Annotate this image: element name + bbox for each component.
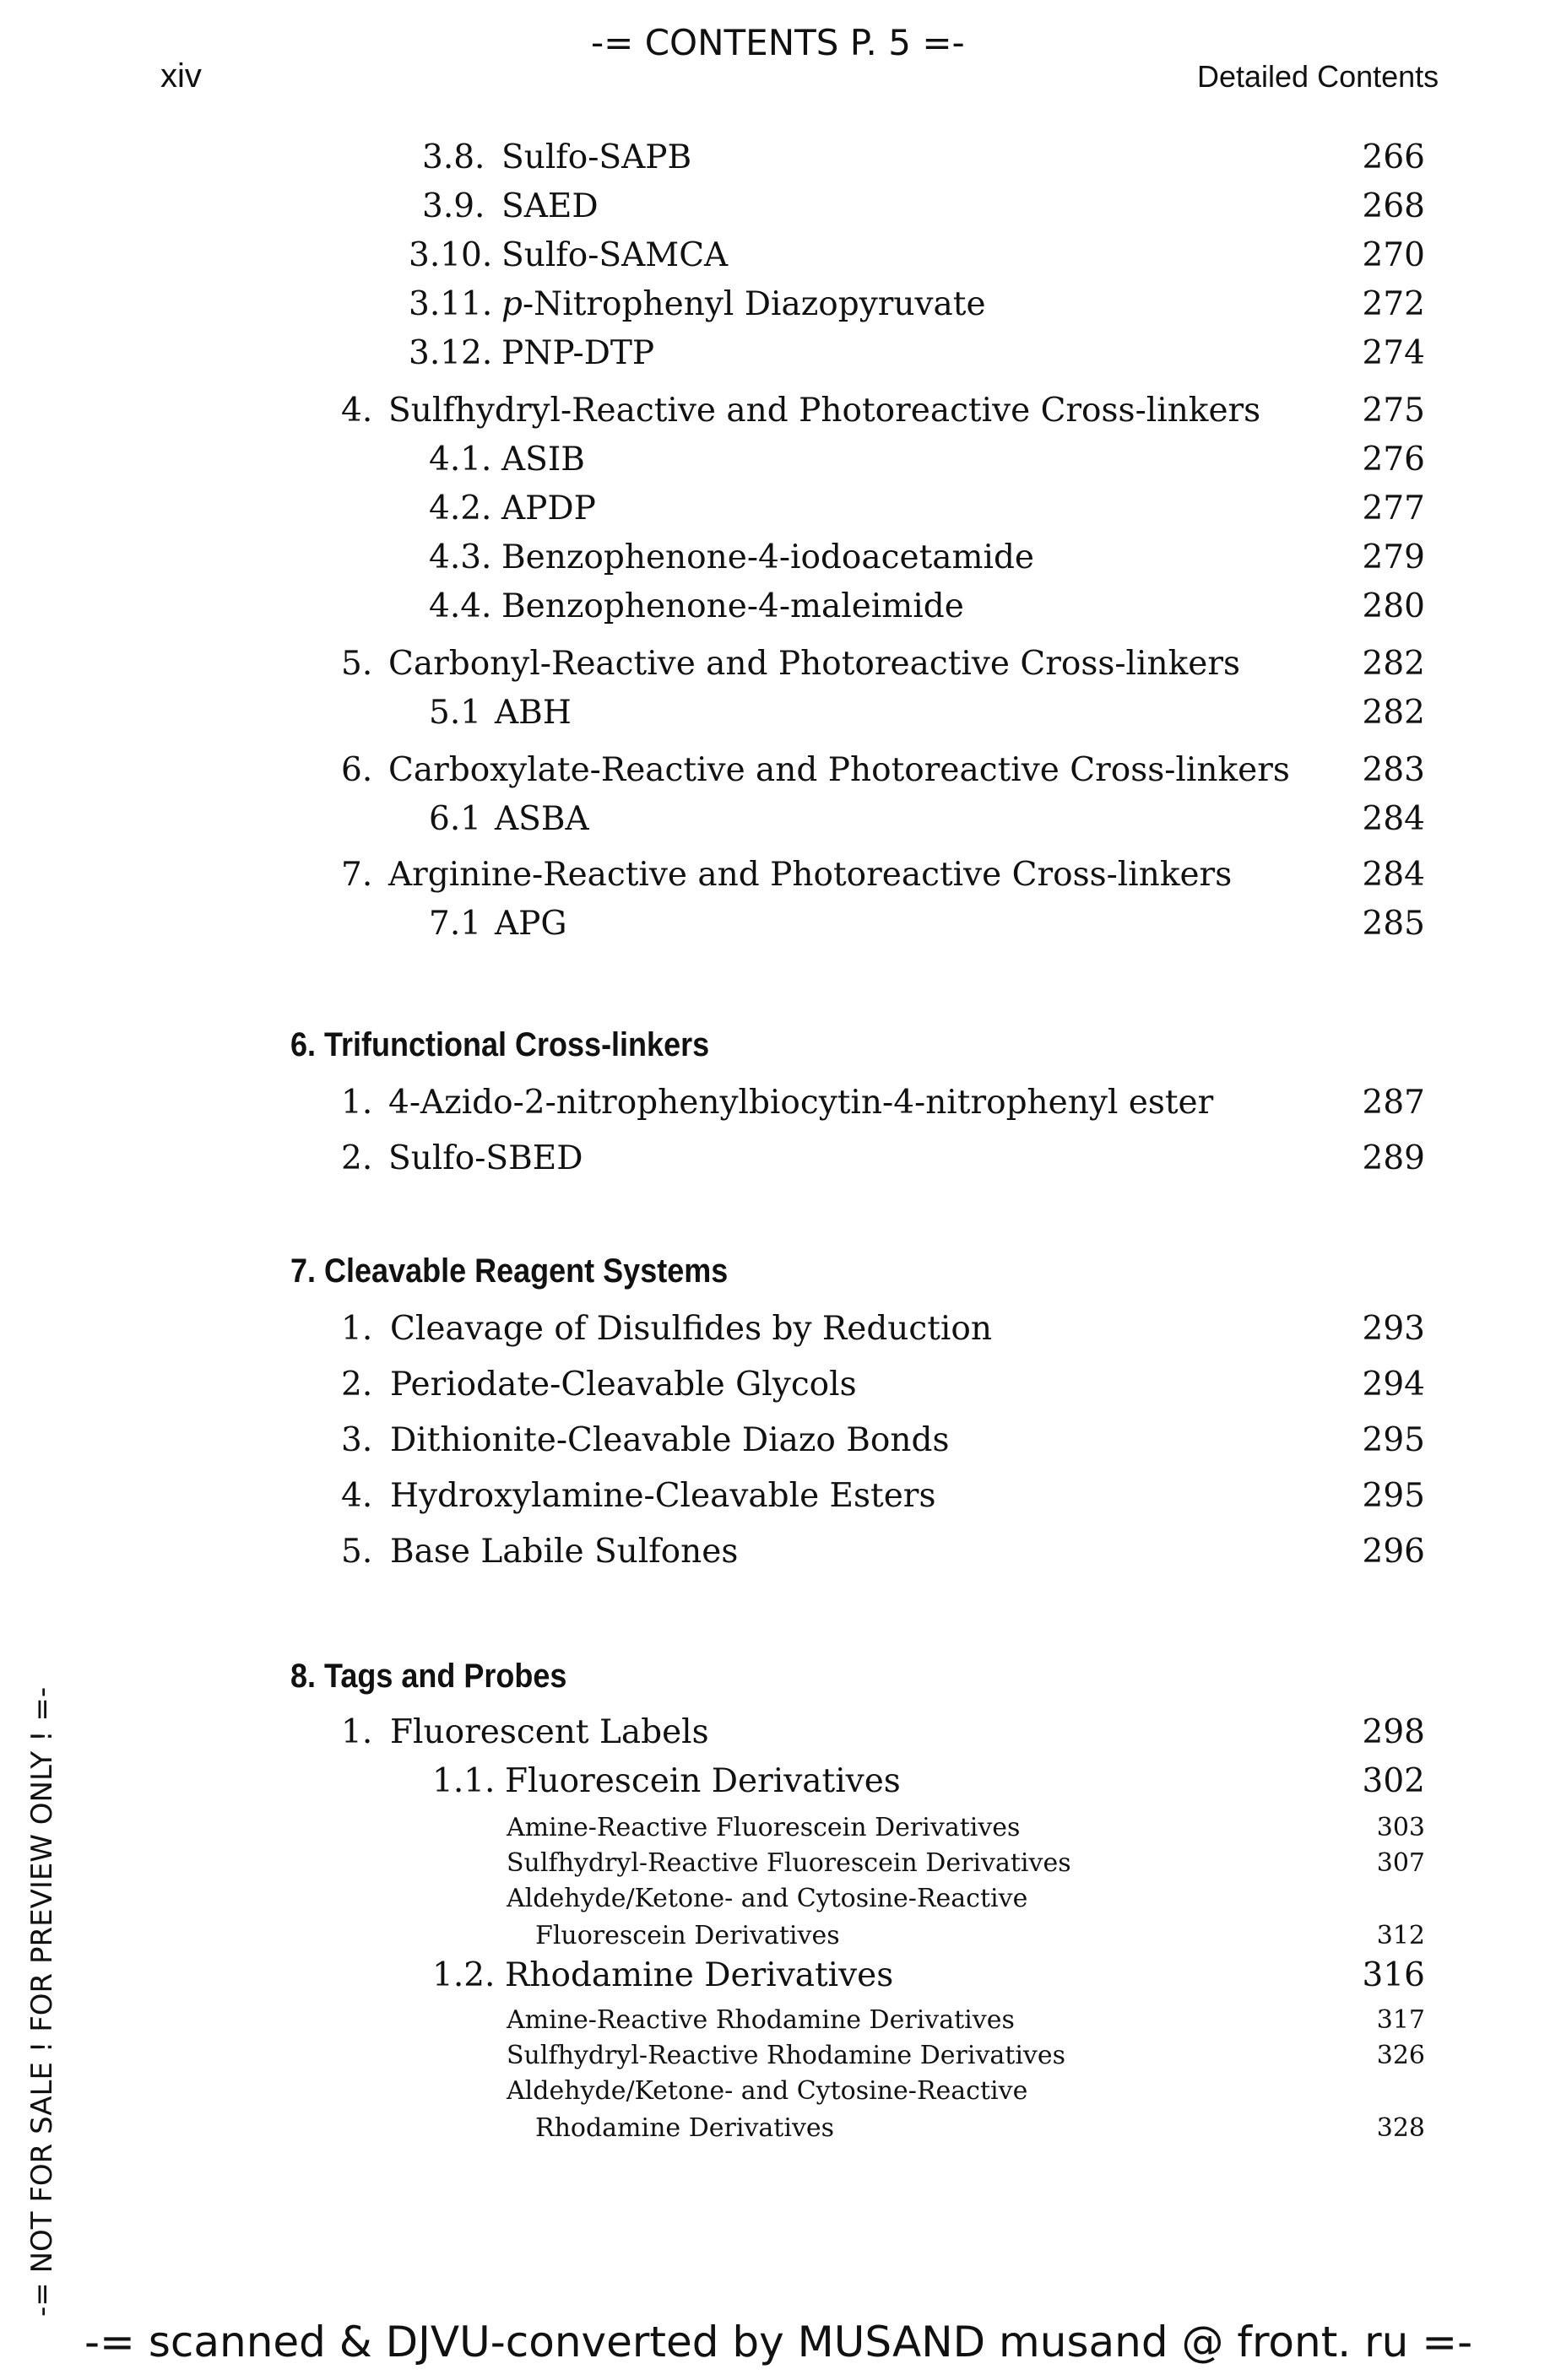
toc-entry-title: Benzophenone-4-iodoacetamide (501, 538, 1035, 576)
toc-entry-page: 285 (1362, 905, 1425, 943)
toc-entry-page: 293 (1362, 1310, 1425, 1348)
toc-section-num: 4. (341, 1477, 373, 1515)
toc-entry-page: 294 (1362, 1366, 1425, 1404)
toc-section-title: Dithionite-Cleavable Diazo Bonds (390, 1421, 950, 1459)
side-watermark: -= NOT FOR SALE ! FOR PREVIEW ONLY ! =- (25, 1686, 59, 2317)
toc-entry-num: 4.3. (429, 538, 492, 576)
chapter-heading: 7. Cleavable Reagent Systems (290, 1252, 729, 1290)
toc-section-num: 1. (341, 1310, 373, 1348)
toc-section-num: 1. (341, 1713, 373, 1751)
toc-entry-num: 3.9. (422, 187, 485, 225)
toc-entry-page: 295 (1362, 1421, 1425, 1459)
toc-section-title: Base Labile Sulfones (390, 1533, 739, 1571)
toc-entry-page: 283 (1362, 751, 1425, 789)
toc-entry-page: 276 (1362, 441, 1425, 479)
toc-entry-page: 282 (1362, 645, 1425, 683)
toc-section-title: Cleavage of Disulfides by Reduction (390, 1310, 993, 1348)
toc-section-num: 4. (341, 392, 373, 430)
toc-entry-page: 275 (1362, 392, 1425, 430)
toc-entry-num: 4.2. (429, 490, 492, 527)
toc-entry-page: 307 (1376, 1848, 1425, 1878)
chapter-heading: 8. Tags and Probes (290, 1658, 567, 1695)
toc-section-title: Sulfhydryl-Reactive and Photoreactive Cross-linkers (388, 392, 1261, 430)
toc-section-title: Fluorescent Labels (390, 1713, 709, 1751)
toc-entry-page: 302 (1362, 1762, 1425, 1800)
toc-entry-title: PNP-DTP (501, 334, 655, 372)
italic-prefix: p (501, 285, 523, 323)
toc-entry-num: 3.10. (409, 236, 493, 274)
toc-section-num: 5. (341, 645, 373, 683)
toc-entry-page: 279 (1362, 538, 1425, 576)
toc-entry-page: 317 (1376, 2005, 1425, 2035)
toc-section-title: Arginine-Reactive and Photoreactive Cross-linkers (388, 856, 1233, 894)
toc-entry-page: 274 (1362, 334, 1425, 372)
toc-section-title: Carbonyl-Reactive and Photoreactive Cross-linkers (388, 645, 1240, 683)
toc-entry-page: 266 (1362, 138, 1425, 176)
page-number: xiv (160, 57, 202, 95)
toc-entry-page: 270 (1362, 236, 1425, 274)
toc-entry-page: 287 (1362, 1084, 1425, 1122)
toc-entry-num: 3.12. (409, 334, 493, 372)
toc-subentry-title: Amine-Reactive Rhodamine Derivatives (507, 2005, 1015, 2035)
toc-entry-title: ASBA (495, 800, 589, 838)
toc-subentry-title: Aldehyde/Ketone- and Cytosine-Reactive (507, 1884, 1028, 1913)
toc-entry-num: 5.1 (429, 694, 482, 732)
toc-section-num: 5. (341, 1533, 373, 1571)
toc-entry-title: ABH (495, 694, 572, 732)
toc-entry-title: APDP (501, 490, 596, 527)
toc-subentry-title: Amine-Reactive Fluorescein Derivatives (507, 1813, 1021, 1842)
toc-section-title: Carboxylate-Reactive and Photoreactive Cross-linkers (388, 751, 1290, 789)
toc-entry-title: SAED (501, 187, 599, 225)
toc-entry-title: Benzophenone-4-maleimide (501, 587, 964, 625)
bottom-banner: -= scanned & DJVU-converted by MUSAND musand @ front. ru =- (84, 2318, 1473, 2366)
toc-entry-page: 272 (1362, 285, 1425, 323)
toc-section-title: Hydroxylamine-Cleavable Esters (390, 1477, 936, 1515)
toc-entry-page: 284 (1362, 800, 1425, 838)
toc-subentry-title: Sulfhydryl-Reactive Fluorescein Derivatives (507, 1848, 1071, 1878)
toc-entry-title: ASIB (501, 441, 585, 479)
toc-entry-num: 3.11. (409, 285, 493, 323)
toc-section-num: 2. (341, 1366, 373, 1404)
toc-entry-title (501, 285, 986, 323)
toc-entry-num: 1.2. (432, 1956, 496, 1994)
toc-section-num: 6. (341, 751, 373, 789)
toc-entry-num: 6.1 (429, 800, 482, 838)
toc-entry-num: 4.4. (429, 587, 492, 625)
toc-section-num: 7. (341, 856, 373, 894)
toc-entry-page: 289 (1362, 1139, 1425, 1177)
toc-section-num: 1. (341, 1084, 373, 1122)
toc-entry-page: 326 (1376, 2041, 1425, 2070)
toc-subentry-title: Fluorescein Derivatives (535, 1921, 840, 1950)
toc-entry-title: Rhodamine Derivatives (505, 1956, 894, 1994)
toc-entry-num: 1.1. (432, 1762, 496, 1800)
toc-entry-page: 298 (1362, 1713, 1425, 1751)
toc-entry-page: 303 (1376, 1813, 1425, 1842)
title-rest: -Nitrophenyl Diazopyruvate (522, 285, 986, 323)
toc-entry-page: 284 (1362, 856, 1425, 894)
chapter-heading: 6. Trifunctional Cross-linkers (290, 1026, 710, 1063)
toc-section-num: 2. (341, 1139, 373, 1177)
toc-entry-page: 328 (1376, 2113, 1425, 2143)
toc-entry-page: 268 (1362, 187, 1425, 225)
toc-entry-page: 296 (1362, 1533, 1425, 1571)
toc-entry-title: APG (495, 905, 567, 943)
toc-subentry-title: Rhodamine Derivatives (535, 2113, 835, 2143)
toc-entry-page: 316 (1362, 1956, 1425, 1994)
toc-entry-page: 282 (1362, 694, 1425, 732)
toc-entry-page: 312 (1376, 1921, 1425, 1950)
toc-subentry-title: Sulfhydryl-Reactive Rhodamine Derivatives (507, 2041, 1066, 2070)
toc-section-title: Sulfo-SBED (388, 1139, 583, 1177)
toc-entry-num: 7.1 (429, 905, 482, 943)
toc-entry-page: 277 (1362, 490, 1425, 527)
contents-banner: -= CONTENTS P. 5 =- (591, 22, 965, 63)
toc-entry-title: Sulfo-SAPB (501, 138, 692, 176)
toc-entry-num: 3.8. (422, 138, 485, 176)
toc-entry-title: Fluorescein Derivatives (505, 1762, 901, 1800)
toc-entry-title: Sulfo-SAMCA (501, 236, 729, 274)
toc-entry-page: 280 (1362, 587, 1425, 625)
toc-subentry-title: Aldehyde/Ketone- and Cytosine-Reactive (507, 2076, 1028, 2106)
toc-entry-page: 295 (1362, 1477, 1425, 1515)
toc-section-num: 3. (341, 1421, 373, 1459)
toc-section-title: Periodate-Cleavable Glycols (390, 1366, 857, 1404)
running-head: Detailed Contents (1197, 59, 1439, 94)
toc-section-title: 4-Azido-2-nitrophenylbiocytin-4-nitrophenyl ester (388, 1084, 1214, 1122)
toc-entry-num: 4.1. (429, 441, 492, 479)
